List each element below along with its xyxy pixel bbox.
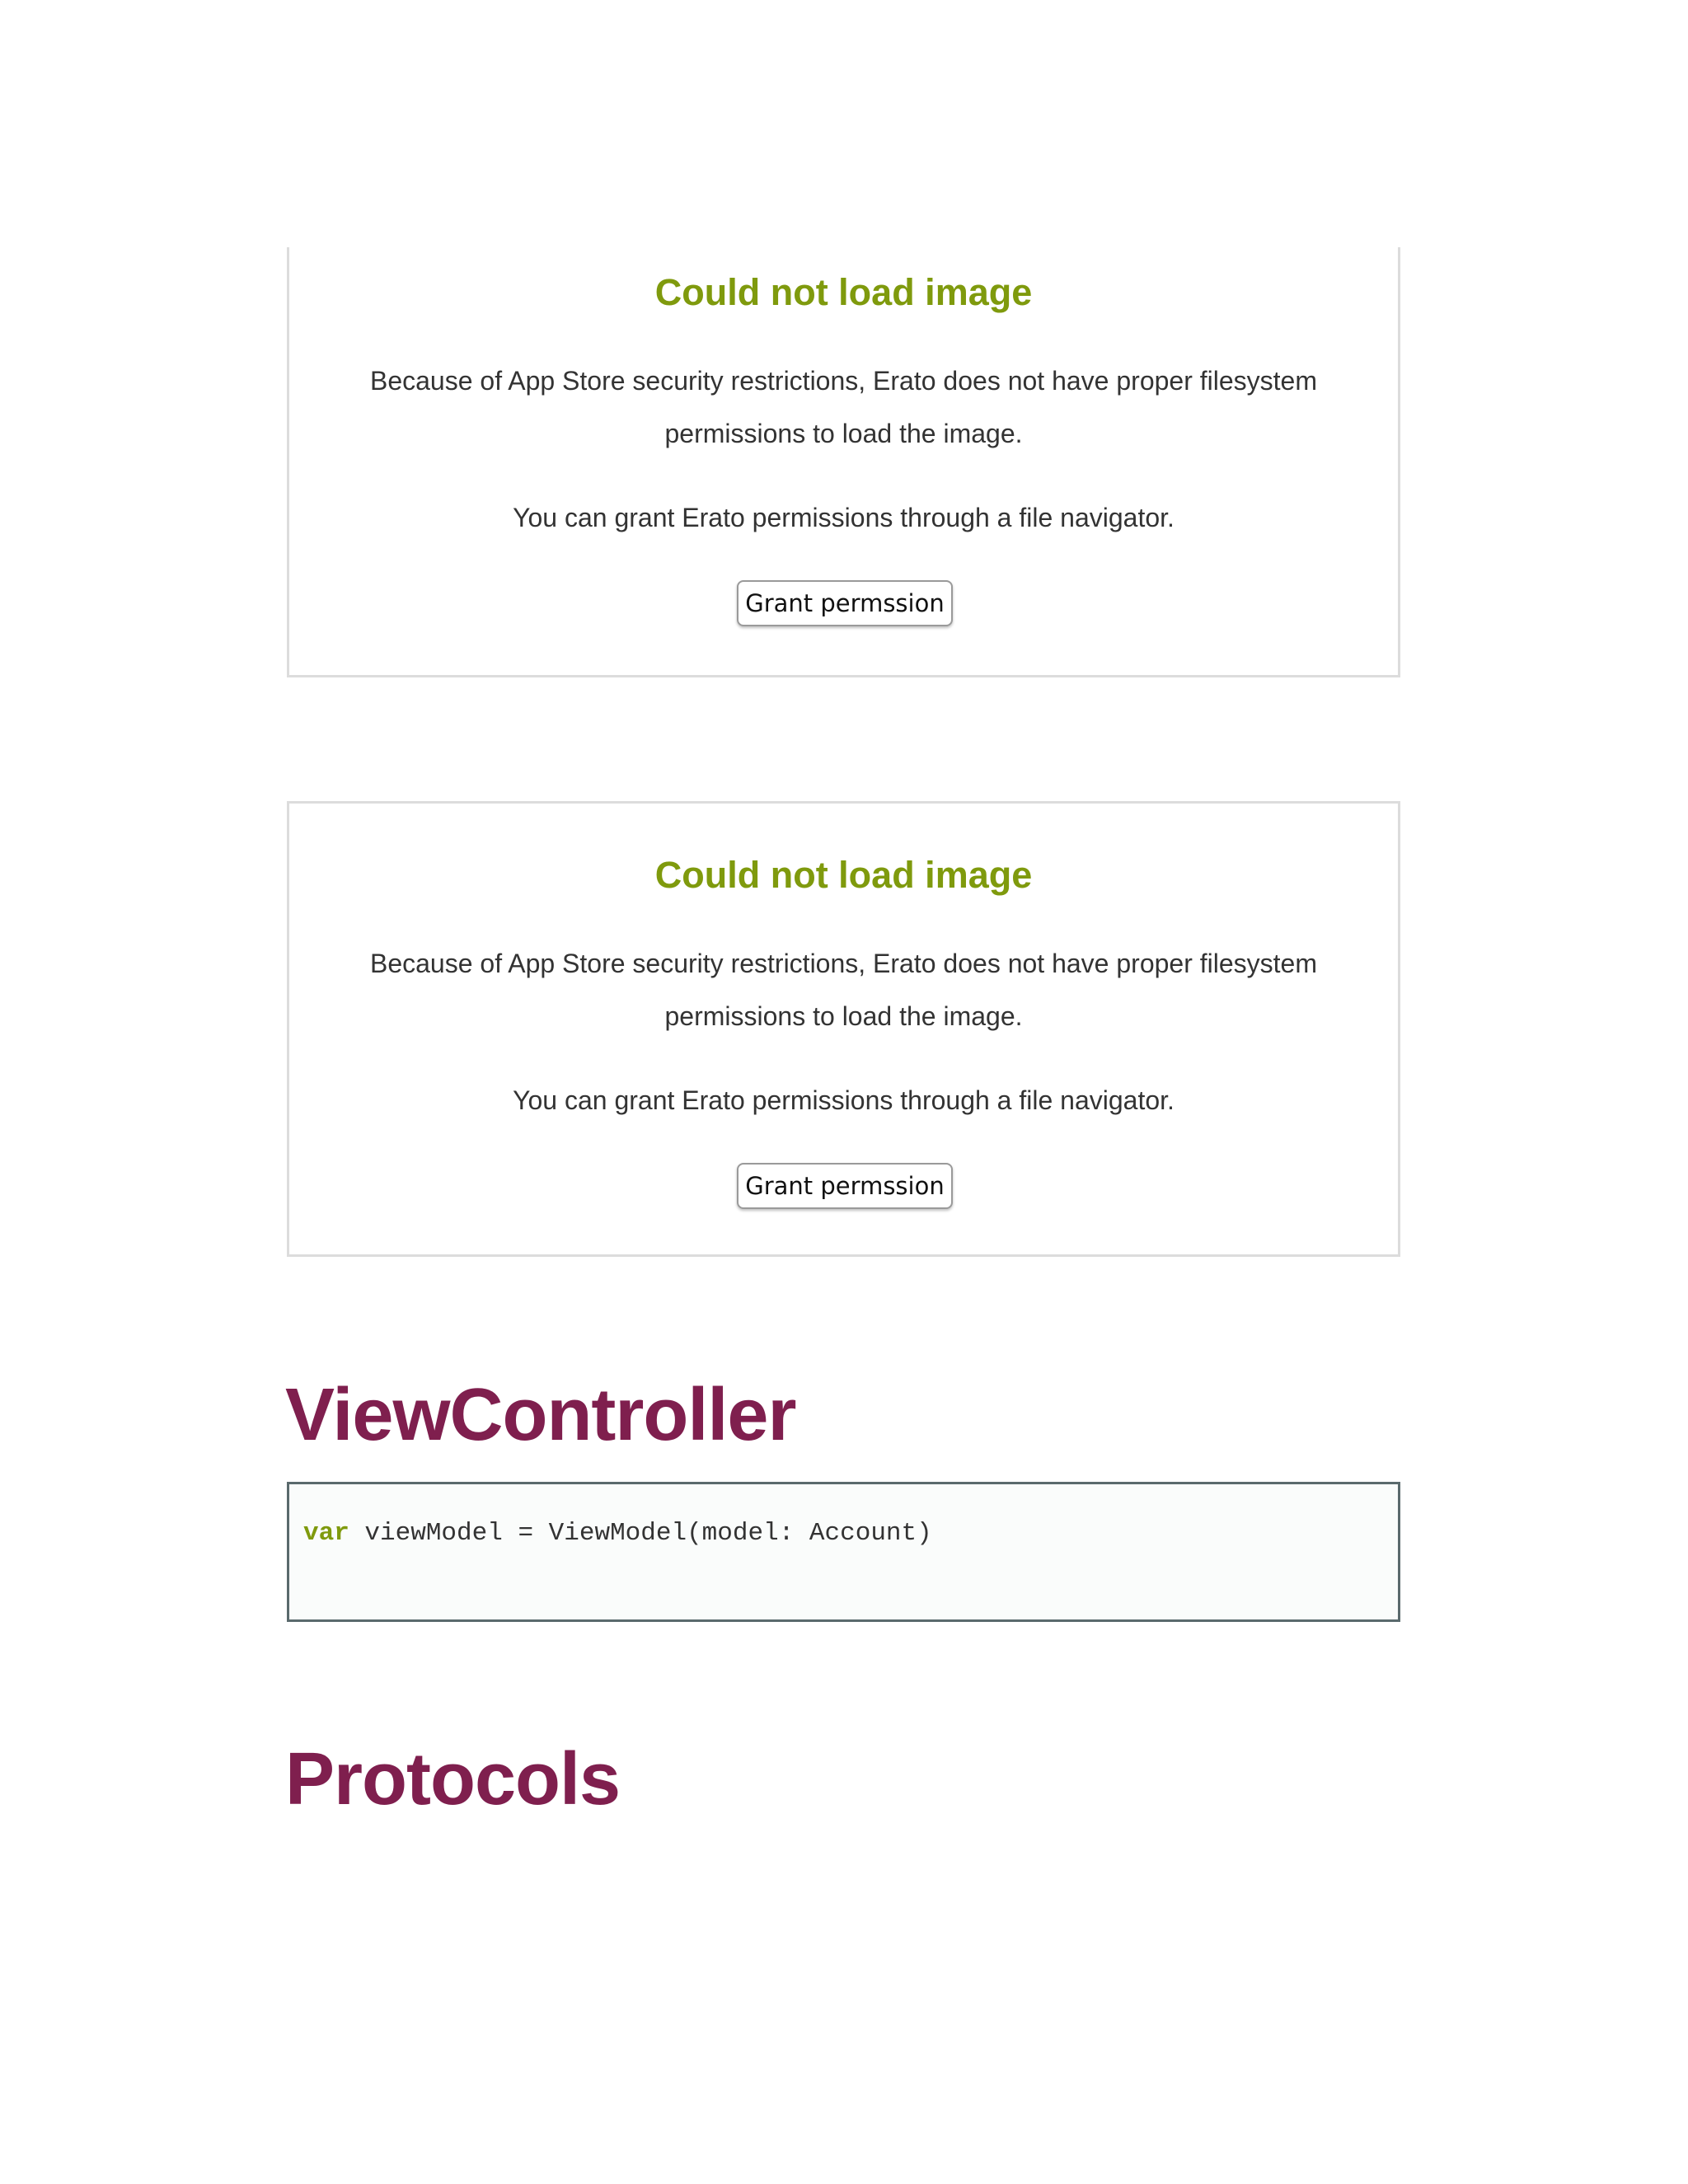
error-title: Could not load image xyxy=(654,854,1033,896)
code-text: viewModel = ViewModel(model: Account) xyxy=(349,1519,932,1548)
section-heading-protocols: Protocols xyxy=(285,1738,621,1821)
image-load-error-box xyxy=(287,247,1400,677)
error-title: Could not load image xyxy=(654,271,1033,313)
error-message: Because of App Store security restrictions, Erato does not have proper filesystem permissions to load the image. xyxy=(369,366,1317,448)
section-heading-viewcontroller: ViewController xyxy=(285,1374,796,1456)
grant-permission-button[interactable]: Grant permssion xyxy=(737,1163,953,1209)
error-message: Because of App Store security restrictions, Erato does not have proper filesystem permissions to load the image. xyxy=(369,949,1317,1031)
image-load-error-box xyxy=(287,801,1400,1257)
error-hint: You can grant Erato permissions through a file navigator. xyxy=(513,1085,1175,1115)
error-hint: You can grant Erato permissions through a file navigator. xyxy=(513,503,1175,532)
code-line xyxy=(303,1519,932,1548)
grant-permission-button[interactable]: Grant permssion xyxy=(737,580,953,626)
code-block xyxy=(287,1482,1400,1622)
code-keyword: var xyxy=(303,1519,349,1548)
